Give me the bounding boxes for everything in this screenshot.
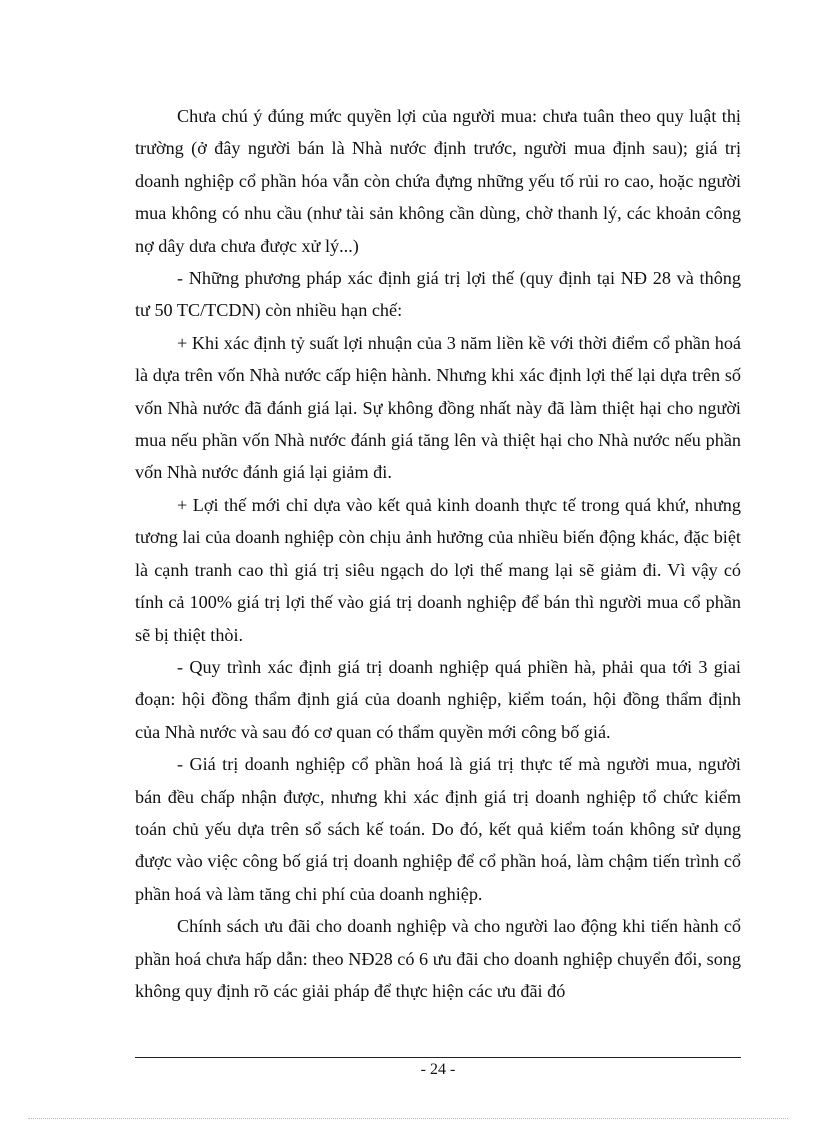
paragraph-profit-rate: + Khi xác định tỷ suất lợi nhuận của 3 năm liền kề với thời điểm cổ phần hoá là dựa trên vốn Nhà nước cấp hiện hành. Nhưng khi xác định lợi thế lại dựa trên số vốn Nhà nước đã đánh giá lại. Sự không đồng nhất này đã làm thiệt hại cho người mua nếu phần vốn Nhà nước đánh giá tăng lên và thiệt hại cho Nhà nước nếu phần vốn Nhà nước đánh giá lại giảm đi. <box>135 332 741 483</box>
paragraph-buyer-interests: Chưa chú ý đúng mức quyền lợi của người mua: chưa tuân theo quy luật thị trường (ở đây người bán là Nhà nước định trước, người mua định sau); giá trị doanh nghiệp cổ phần hóa vẫn còn chứa đựng những yếu tố rủi ro cao, hoặc người mua không có nhu cầu (như tài sản không cần dùng, chờ thanh lý, các khoản công nợ dây dưa chưa được xử lý...) <box>135 106 741 256</box>
paragraph-incentive-policy: Chính sách ưu đãi cho doanh nghiệp và cho người lao động khi tiến hành cổ phần hoá chưa hấp dẫn: theo NĐ28 có 6 ưu đãi cho doanh nghiệp chuyển đổi, song không quy định rõ các giải pháp để thực hiện các ưu đãi đó <box>135 916 741 1001</box>
footer-divider <box>135 1057 741 1058</box>
page-edge-dotted-line <box>28 1118 788 1119</box>
page-number: - 24 - <box>420 1061 456 1078</box>
document-body <box>135 100 741 1007</box>
paragraph-past-results: + Lợi thế mới chỉ dựa vào kết quả kinh doanh thực tế trong quá khứ, nhưng tương lai của doanh nghiệp còn chịu ảnh hưởng của nhiều biến động khác, đặc biệt là cạnh tranh cao thì giá trị siêu ngạch do lợi thế mang lại sẽ giảm đi. Vì vậy có tính cả 100% giá trị lợi thế vào giá trị doanh nghiệp để bán thì người mua cổ phần sẽ bị thiệt thòi. <box>135 494 741 645</box>
paragraph-valuation-process: - Quy trình xác định giá trị doanh nghiệp quá phiền hà, phải qua tới 3 giai đoạn: hội đồng thẩm định giá của doanh nghiệp, kiểm toán, hội đồng thẩm định của Nhà nước và sau đó cơ quan có thẩm quyền mới công bố giá. <box>135 656 741 742</box>
paragraph-advantage-methods: - Những phương pháp xác định giá trị lợi thế (quy định tại NĐ 28 và thông tư 50 TC/TCDN) còn nhiều hạn chế: <box>135 268 741 321</box>
paragraph-audit: - Giá trị doanh nghiệp cổ phần hoá là giá trị thực tế mà người mua, người bán đều chấp nhận được, nhưng khi xác định giá trị doanh nghiệp tổ chức kiểm toán chủ yếu dựa trên sổ sách kế toán. Do đó, kết quả kiểm toán không sử dụng được vào việc công bố giá trị doanh nghiệp để cổ phần hoá, làm chậm tiến trình cổ phần hoá và làm tăng chi phí của doanh nghiệp. <box>135 754 741 904</box>
